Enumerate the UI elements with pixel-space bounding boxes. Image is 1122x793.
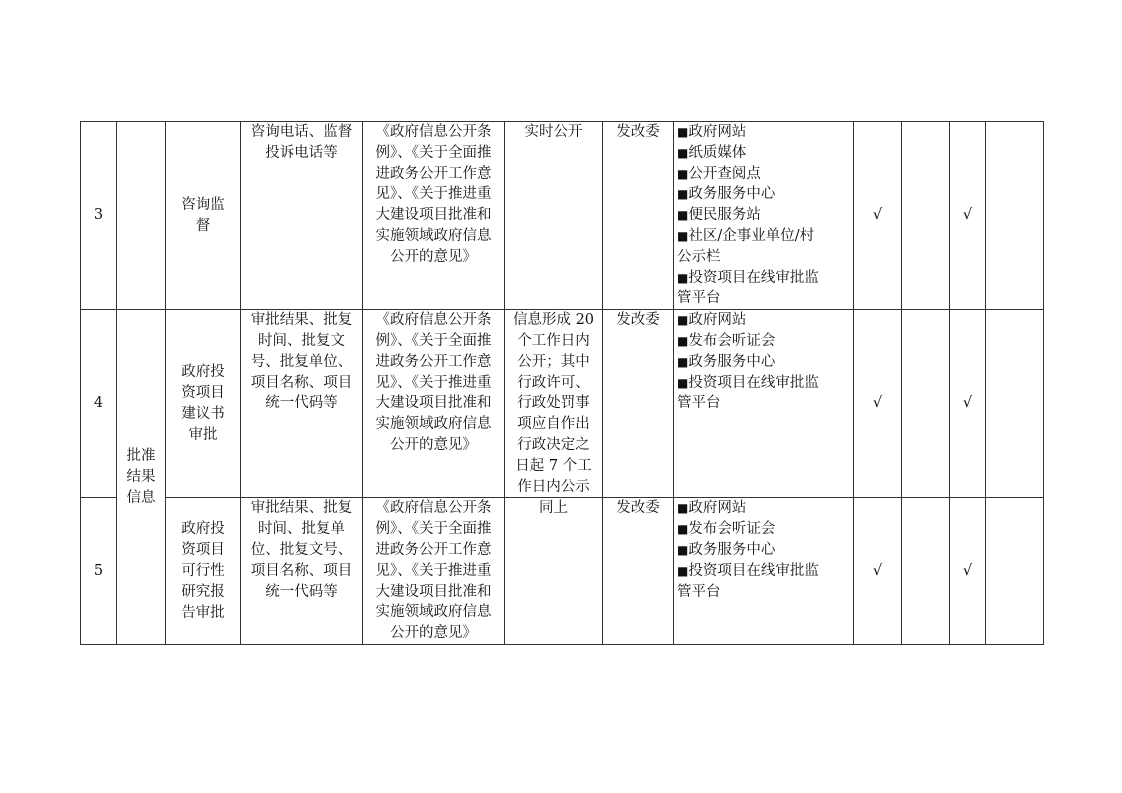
legal-basis: 《政府信息公开条 例》、《关于全面推 进政务公开工作意 见》、《关于推进重 大建设项目批准和 实施领域政府信息 公开的意见》 <box>363 498 505 645</box>
bullet-icon: ■ <box>677 145 689 160</box>
disclosure-content: 审批结果、批复 时间、批复文 号、批复单位、 项目名称、项目 统一代码等 <box>241 310 363 498</box>
disclosure-time: 同上 <box>505 498 603 645</box>
mark-cell-empty <box>902 498 950 645</box>
disclosure-table <box>80 121 1044 645</box>
row-number: 5 <box>81 498 117 645</box>
category-approval-results: 批准 结果 信息 <box>117 310 166 645</box>
bullet-icon: ■ <box>677 208 689 223</box>
bullet-icon: ■ <box>677 563 689 578</box>
table-row <box>81 122 1044 310</box>
check-mark: √ <box>950 122 986 310</box>
category-cell-empty <box>117 122 166 310</box>
check-mark: √ <box>854 498 902 645</box>
table-row <box>81 310 1044 498</box>
item-name: 政府投 资项目 可行性 研究报 告审批 <box>166 498 241 645</box>
disclosure-time: 实时公开 <box>505 122 603 310</box>
bullet-icon: ■ <box>677 542 689 557</box>
item-name: 咨询监 督 <box>166 122 241 310</box>
bullet-icon: ■ <box>677 333 689 348</box>
mark-cell-empty <box>902 122 950 310</box>
bullet-icon: ■ <box>677 166 689 181</box>
bullet-icon: ■ <box>677 228 689 243</box>
bullet-icon: ■ <box>677 125 689 139</box>
mark-cell-empty <box>902 310 950 498</box>
bullet-icon: ■ <box>677 270 689 285</box>
disclosure-content: 咨询电话、监督 投诉电话等 <box>241 122 363 310</box>
bullet-icon: ■ <box>677 354 689 369</box>
mark-cell-empty <box>986 122 1044 310</box>
disclosure-channels: ■政府网站 ■纸质媒体 ■公开查阅点 ■政务服务中心 ■便民服务站 ■社区/企事业单位/村 公示栏 ■投资项目在线审批监 管平台 <box>674 122 854 310</box>
bullet-icon: ■ <box>677 313 689 328</box>
check-mark: √ <box>950 498 986 645</box>
bullet-icon: ■ <box>677 522 689 537</box>
bullet-icon: ■ <box>677 375 689 390</box>
check-mark: √ <box>854 122 902 310</box>
check-mark: √ <box>854 310 902 498</box>
row-number: 3 <box>81 122 117 310</box>
table-row <box>81 498 1044 645</box>
disclosure-time: 信息形成 20 个工作日内 公开；其中 行政许可、 行政处罚事 项应自作出 行政决定之 日起 7 个工 作日内公示 <box>505 310 603 498</box>
disclosure-channels: ■政府网站 ■发布会听证会 ■政务服务中心 ■投资项目在线审批监 管平台 <box>674 310 854 498</box>
row-number: 4 <box>81 310 117 498</box>
legal-basis: 《政府信息公开条 例》、《关于全面推 进政务公开工作意 见》、《关于推进重 大建设项目批准和 实施领域政府信息 公开的意见》 <box>363 122 505 310</box>
item-name: 政府投 资项目 建议书 审批 <box>166 310 241 498</box>
check-mark: √ <box>950 310 986 498</box>
disclosure-content: 审批结果、批复 时间、批复单 位、批复文号、 项目名称、项目 统一代码等 <box>241 498 363 645</box>
disclosure-subject: 发改委 <box>603 498 674 645</box>
mark-cell-empty <box>986 310 1044 498</box>
bullet-icon: ■ <box>677 187 689 202</box>
disclosure-channels: ■政府网站 ■发布会听证会 ■政务服务中心 ■投资项目在线审批监 管平台 <box>674 498 854 645</box>
disclosure-subject: 发改委 <box>603 122 674 310</box>
legal-basis: 《政府信息公开条 例》、《关于全面推 进政务公开工作意 见》、《关于推进重 大建设项目批准和 实施领域政府信息 公开的意见》 <box>363 310 505 498</box>
disclosure-subject: 发改委 <box>603 310 674 498</box>
mark-cell-empty <box>986 498 1044 645</box>
bullet-icon: ■ <box>677 501 689 516</box>
